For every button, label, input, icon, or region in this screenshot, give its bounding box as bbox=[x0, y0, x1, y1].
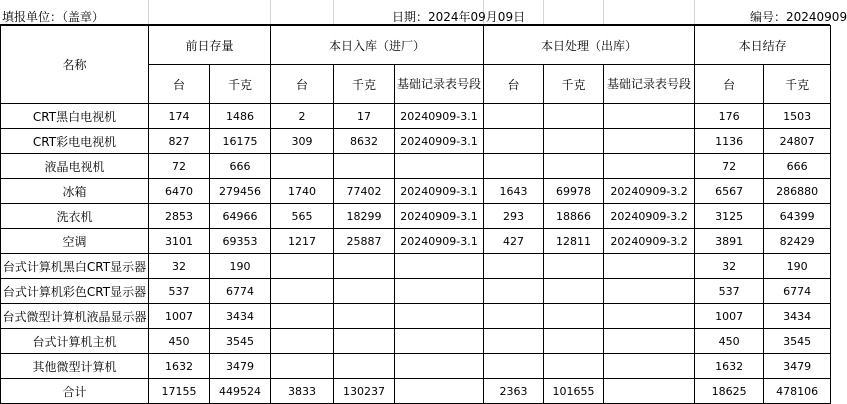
table-cell bbox=[544, 304, 604, 329]
table-cell: 190 bbox=[764, 254, 831, 279]
table-cell bbox=[604, 129, 695, 154]
table-cell bbox=[271, 329, 334, 354]
table-cell bbox=[604, 379, 695, 404]
table-cell: 6774 bbox=[210, 279, 271, 304]
table-cell: 666 bbox=[210, 154, 271, 179]
table-cell: 279456 bbox=[210, 179, 271, 204]
table-row bbox=[1, 104, 831, 129]
sub-header-units: 台 bbox=[484, 65, 544, 104]
table-cell: 1643 bbox=[484, 179, 544, 204]
table-row bbox=[1, 279, 831, 304]
sub-header-units: 台 bbox=[695, 65, 764, 104]
gridline bbox=[603, 0, 604, 24]
table-cell: 77402 bbox=[334, 179, 395, 204]
reporting-unit-label: 填报单位：（盖章） bbox=[2, 10, 105, 24]
table-cell: 6470 bbox=[149, 179, 210, 204]
table-row bbox=[1, 304, 831, 329]
table-cell: 17 bbox=[334, 104, 395, 129]
table-cell: 1007 bbox=[149, 304, 210, 329]
table-cell: 1740 bbox=[271, 179, 334, 204]
table-cell bbox=[484, 329, 544, 354]
table-cell: 20240909-3.1 bbox=[395, 104, 484, 129]
group-header-processed: 本日处理（出库） bbox=[484, 26, 695, 65]
table-cell bbox=[334, 304, 395, 329]
table-row bbox=[1, 229, 831, 254]
table-cell bbox=[604, 354, 695, 379]
table-cell: 827 bbox=[149, 129, 210, 154]
table-row bbox=[1, 254, 831, 279]
table-cell: 2 bbox=[271, 104, 334, 129]
table-row bbox=[1, 179, 831, 204]
gridline bbox=[148, 0, 149, 24]
header-row-groups bbox=[1, 26, 831, 65]
table-cell: 64966 bbox=[210, 204, 271, 229]
table-cell bbox=[395, 254, 484, 279]
table-cell: 3434 bbox=[764, 304, 831, 329]
table-row bbox=[1, 354, 831, 379]
name-column-header: 名称 bbox=[1, 26, 149, 104]
table-cell: 18299 bbox=[334, 204, 395, 229]
table-cell: 309 bbox=[271, 129, 334, 154]
gridline bbox=[543, 0, 544, 24]
table-cell: 1632 bbox=[149, 354, 210, 379]
table-cell bbox=[395, 279, 484, 304]
table-cell bbox=[334, 254, 395, 279]
table-cell bbox=[484, 354, 544, 379]
table-cell: 72 bbox=[149, 154, 210, 179]
table-cell bbox=[604, 279, 695, 304]
table-cell: 101655 bbox=[544, 379, 604, 404]
sub-header-units: 台 bbox=[149, 65, 210, 104]
table-cell bbox=[334, 354, 395, 379]
table-cell: 174 bbox=[149, 104, 210, 129]
table-cell: 32 bbox=[695, 254, 764, 279]
table-cell bbox=[271, 304, 334, 329]
table-cell bbox=[395, 154, 484, 179]
table-cell: 3434 bbox=[210, 304, 271, 329]
table-cell: 3479 bbox=[764, 354, 831, 379]
table-cell: 20240909-3.2 bbox=[604, 204, 695, 229]
table-cell: 450 bbox=[695, 329, 764, 354]
table-cell: 69353 bbox=[210, 229, 271, 254]
table-cell bbox=[484, 254, 544, 279]
table-cell bbox=[484, 154, 544, 179]
table-cell: 6774 bbox=[764, 279, 831, 304]
table-cell bbox=[484, 279, 544, 304]
table-cell: 64399 bbox=[764, 204, 831, 229]
report-date: 日期：2024年09月09日 bbox=[392, 10, 526, 24]
gridline bbox=[270, 0, 271, 24]
table-row bbox=[1, 204, 831, 229]
sub-header-units: 台 bbox=[271, 65, 334, 104]
table-cell bbox=[271, 354, 334, 379]
item-name-cell: 冰箱 bbox=[1, 179, 149, 204]
table-cell: 537 bbox=[149, 279, 210, 304]
table-cell: 293 bbox=[484, 204, 544, 229]
table-cell: 176 bbox=[695, 104, 764, 129]
table-cell: 427 bbox=[484, 229, 544, 254]
table-cell bbox=[544, 279, 604, 304]
table-cell: 1136 bbox=[695, 129, 764, 154]
serial-number: 编号：20240909 bbox=[750, 10, 847, 24]
table-cell: 25887 bbox=[334, 229, 395, 254]
sub-header-kg: 千克 bbox=[210, 65, 271, 104]
table-cell: 3101 bbox=[149, 229, 210, 254]
table-cell: 6567 bbox=[695, 179, 764, 204]
table-cell: 450 bbox=[149, 329, 210, 354]
table-cell bbox=[395, 354, 484, 379]
table-cell: 1007 bbox=[695, 304, 764, 329]
table-cell: 8632 bbox=[334, 129, 395, 154]
item-name-cell: CRT黑白电视机 bbox=[1, 104, 149, 129]
table-cell bbox=[544, 129, 604, 154]
table-cell: 190 bbox=[210, 254, 271, 279]
sub-header-record-range: 基础记录表号段 bbox=[395, 65, 484, 104]
table-cell bbox=[604, 304, 695, 329]
group-header-inbound: 本日入库（进厂） bbox=[271, 26, 484, 65]
table-body bbox=[1, 26, 831, 404]
item-name-cell: 空调 bbox=[1, 229, 149, 254]
total-row bbox=[1, 379, 831, 404]
table-cell bbox=[334, 154, 395, 179]
table-cell: 3479 bbox=[210, 354, 271, 379]
table-cell: 537 bbox=[695, 279, 764, 304]
table-cell bbox=[544, 354, 604, 379]
item-name-cell: 台式微型计算机液晶显示器 bbox=[1, 304, 149, 329]
table-row bbox=[1, 129, 831, 154]
table-cell: 20240909-3.1 bbox=[395, 129, 484, 154]
table-cell: 1632 bbox=[695, 354, 764, 379]
item-name-cell: 液晶电视机 bbox=[1, 154, 149, 179]
table-cell: 666 bbox=[764, 154, 831, 179]
sub-header-kg: 千克 bbox=[334, 65, 395, 104]
table-cell bbox=[334, 329, 395, 354]
table-cell: 16175 bbox=[210, 129, 271, 154]
table-cell bbox=[271, 254, 334, 279]
table-row bbox=[1, 154, 831, 179]
table-cell: 18625 bbox=[695, 379, 764, 404]
table-cell bbox=[271, 279, 334, 304]
gridline bbox=[694, 0, 695, 24]
table-cell bbox=[334, 279, 395, 304]
sub-header-kg: 千克 bbox=[544, 65, 604, 104]
table-cell bbox=[544, 254, 604, 279]
table-cell: 20240909-3.2 bbox=[604, 179, 695, 204]
item-name-cell: CRT彩电电视机 bbox=[1, 129, 149, 154]
table-cell: 565 bbox=[271, 204, 334, 229]
table-row bbox=[1, 329, 831, 354]
table-cell: 3891 bbox=[695, 229, 764, 254]
table-cell: 1486 bbox=[210, 104, 271, 129]
item-name-cell: 其他微型计算机 bbox=[1, 354, 149, 379]
table-cell bbox=[271, 154, 334, 179]
table-cell: 1503 bbox=[764, 104, 831, 129]
table-cell: 286880 bbox=[764, 179, 831, 204]
sub-header-kg: 千克 bbox=[764, 65, 831, 104]
table-cell: 20240909-3.1 bbox=[395, 229, 484, 254]
table-cell bbox=[484, 104, 544, 129]
table-cell bbox=[604, 329, 695, 354]
table-cell bbox=[544, 329, 604, 354]
table-cell: 69978 bbox=[544, 179, 604, 204]
table-cell: 2363 bbox=[484, 379, 544, 404]
table-cell: 478106 bbox=[764, 379, 831, 404]
table-cell bbox=[484, 129, 544, 154]
group-header-previous-stock: 前日存量 bbox=[149, 26, 271, 65]
table-cell: 3545 bbox=[210, 329, 271, 354]
item-name-cell: 合计 bbox=[1, 379, 149, 404]
table-cell bbox=[395, 379, 484, 404]
table-cell: 3833 bbox=[271, 379, 334, 404]
table-cell: 20240909-3.1 bbox=[395, 179, 484, 204]
item-name-cell: 台式计算机主机 bbox=[1, 329, 149, 354]
table-cell bbox=[395, 304, 484, 329]
table-cell: 130237 bbox=[334, 379, 395, 404]
table-cell: 20240909-3.2 bbox=[604, 229, 695, 254]
gridline bbox=[333, 0, 334, 24]
table-cell: 1217 bbox=[271, 229, 334, 254]
table-cell: 32 bbox=[149, 254, 210, 279]
table-cell: 72 bbox=[695, 154, 764, 179]
table-cell: 20240909-3.1 bbox=[395, 204, 484, 229]
table-cell: 449524 bbox=[210, 379, 271, 404]
table-cell bbox=[544, 154, 604, 179]
item-name-cell: 台式计算机黑白CRT显示器 bbox=[1, 254, 149, 279]
table-cell: 3125 bbox=[695, 204, 764, 229]
table-cell bbox=[544, 104, 604, 129]
table-cell: 2853 bbox=[149, 204, 210, 229]
inventory-table bbox=[0, 25, 831, 404]
table-cell: 18866 bbox=[544, 204, 604, 229]
table-cell bbox=[395, 329, 484, 354]
table-cell bbox=[604, 154, 695, 179]
table-cell: 24807 bbox=[764, 129, 831, 154]
table-cell: 3545 bbox=[764, 329, 831, 354]
item-name-cell: 洗衣机 bbox=[1, 204, 149, 229]
table-cell bbox=[604, 104, 695, 129]
table-cell: 12811 bbox=[544, 229, 604, 254]
table-cell bbox=[604, 254, 695, 279]
sub-header-record-range: 基础记录表号段 bbox=[604, 65, 695, 104]
table-cell bbox=[484, 304, 544, 329]
table-cell: 82429 bbox=[764, 229, 831, 254]
group-header-closing-stock: 本日结存 bbox=[695, 26, 831, 65]
item-name-cell: 台式计算机彩色CRT显示器 bbox=[1, 279, 149, 304]
table-cell: 17155 bbox=[149, 379, 210, 404]
